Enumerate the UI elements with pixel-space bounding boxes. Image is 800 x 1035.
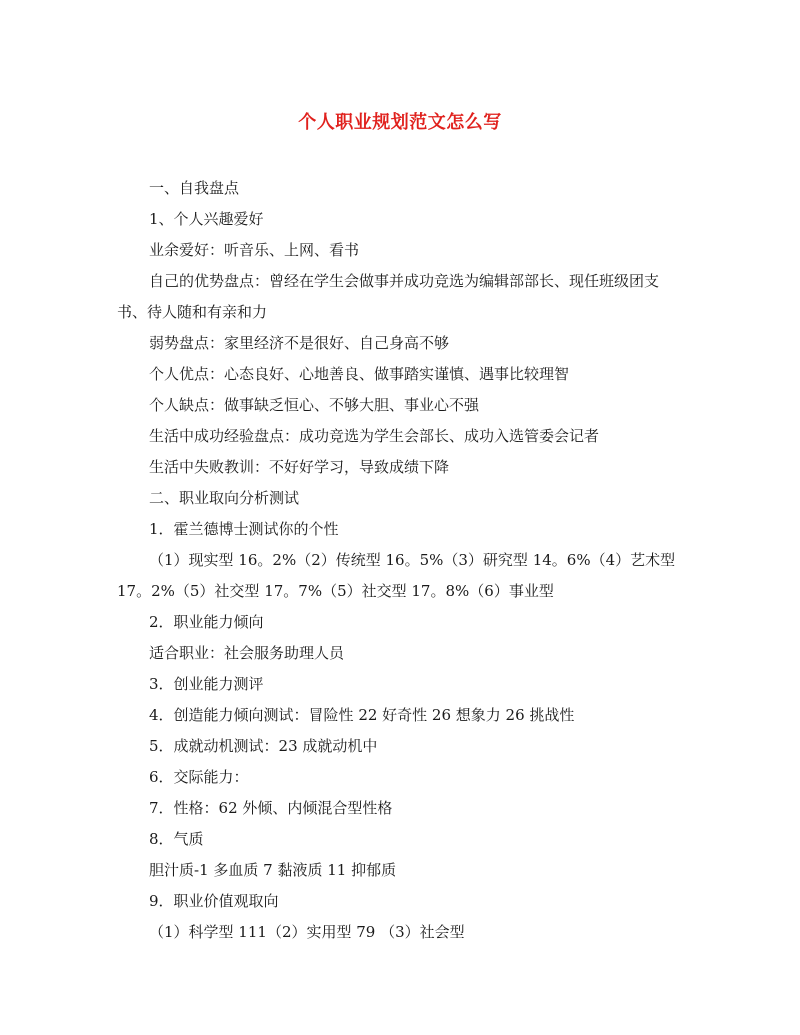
paragraph-hobbies: 业余爱好：听音乐、上网、看书 <box>149 241 360 259</box>
document-title: 个人职业规划范文怎么写 <box>298 112 502 133</box>
paragraph-temperament: 8．气质 <box>149 830 204 848</box>
paragraph-holland-test: 1．霍兰德博士测试你的个性 <box>149 520 339 538</box>
paragraph-values-scores: （1）科学型 111（2）实用型 79 （3）社会型 <box>149 923 465 941</box>
paragraph-success-experience: 生活中成功经验盘点：成功竞选为学生会部长、成功入选管委会记者 <box>149 427 600 445</box>
paragraph-strengths: 自己的优势盘点：曾经在学生会做事并成功竞选为编辑部部长、现任班级团支书、待人随和有亲和力 <box>117 272 660 321</box>
paragraph-temperament-scores: 胆汁质-1 多血质 7 黏液质 11 抑郁质 <box>149 861 397 879</box>
paragraph-communication: 6．交际能力： <box>149 768 249 786</box>
paragraph-personality: 7．性格：62 外倾、内倾混合型性格 <box>149 799 393 817</box>
paragraph-personal-merits: 个人优点：心态良好、心地善良、做事踏实谨慎、遇事比较理智 <box>149 365 570 383</box>
paragraph-interests-heading: 1、个人兴趣爱好 <box>149 210 264 228</box>
paragraph-values: 9．职业价值观取向 <box>149 892 279 910</box>
section-heading-career-test: 二、职业取向分析测试 <box>149 489 300 507</box>
section-heading-self-inventory: 一、自我盘点 <box>149 179 240 197</box>
paragraph-achievement: 5．成就动机测试：23 成就动机中 <box>149 737 378 755</box>
paragraph-entrepreneurship: 3．创业能力测评 <box>149 675 264 693</box>
paragraph-weaknesses: 弱势盘点：家里经济不是很好、自己身高不够 <box>149 334 450 352</box>
paragraph-holland-results: （1）现实型 16。2%（2）传统型 16。5%（3）研究型 14。6%（4）艺术型 17。2%（5）社交型 17。7%（5）社交型 17。8%（6）事业型 <box>117 551 676 600</box>
paragraph-personal-shortcomings: 个人缺点：做事缺乏恒心、不够大胆、事业心不强 <box>149 396 480 414</box>
paragraph-suitable-career: 适合职业：社会服务助理人员 <box>149 644 345 662</box>
paragraph-aptitude: 2．职业能力倾向 <box>149 613 264 631</box>
paragraph-failure-lessons: 生活中失败教训：不好好学习，导致成绩下降 <box>149 458 450 476</box>
document-body <box>117 173 677 948</box>
paragraph-creativity: 4．创造能力倾向测试：冒险性 22 好奇性 26 想象力 26 挑战性 <box>149 706 575 724</box>
